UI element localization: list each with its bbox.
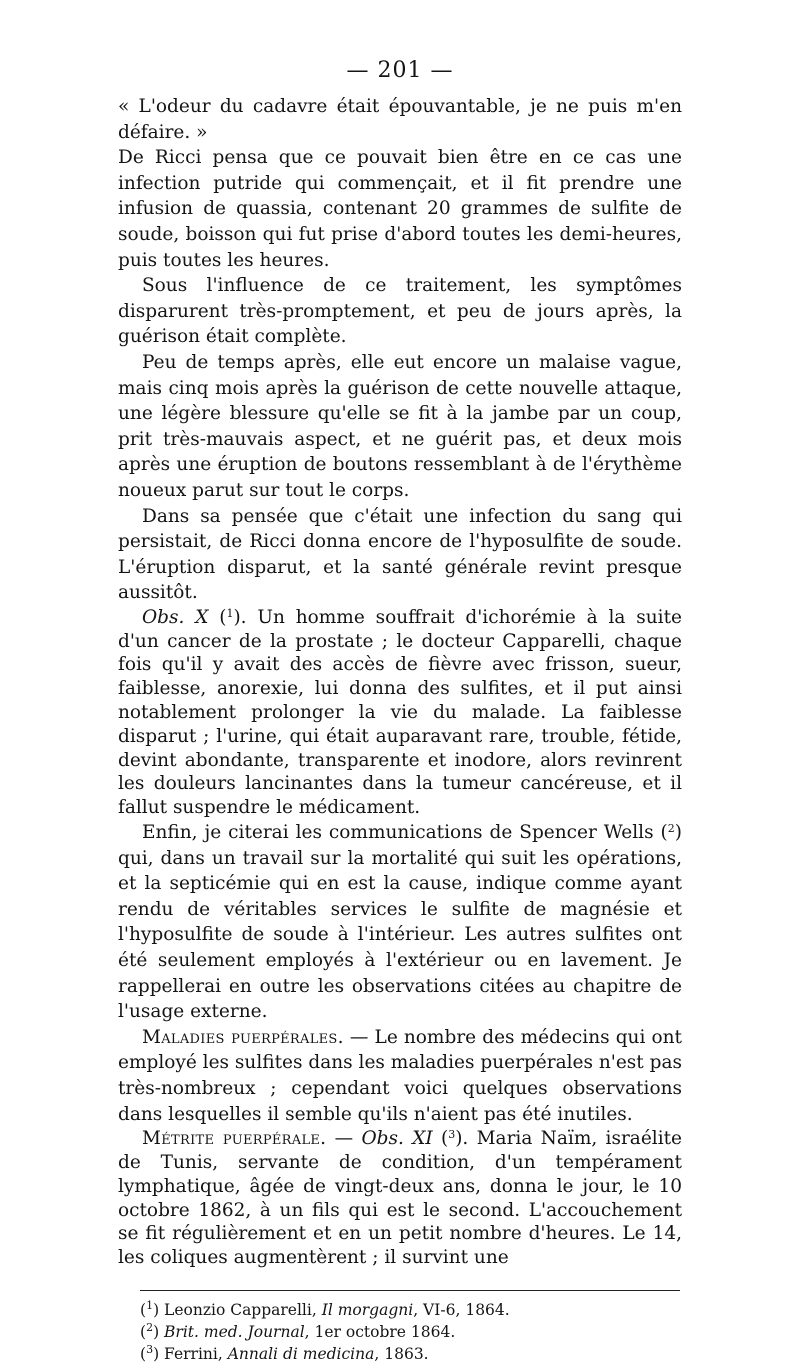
footnote-ref-1: 1 <box>226 606 234 620</box>
paragraph-recovery: Sous l'influence de ce traitement, les symptômes disparurent très-promptement, et peu de jours après, la guérison était complète. <box>118 275 682 348</box>
book-page <box>118 56 682 1365</box>
footnote-3-post: , 1863. <box>374 1344 429 1363</box>
paragraph-ricci-treatment: De Ricci pensa que ce pouvait bien être en ce cas une infection putride qui commençait, et il fit prendre une infusion de quassia, contenant 20 grammes de sulfite de soude, boisson qui fut prise d'abord toutes les demi-heures, puis toutes les heures. <box>118 147 682 271</box>
obs-xi-label: Obs. XI <box>361 1128 433 1150</box>
body-text <box>118 94 682 1270</box>
footnote-2-post: , 1er octobre 1864. <box>304 1322 456 1341</box>
paragraph-maladies-puerperales <box>118 1025 682 1127</box>
footnote-ref-2: 2 <box>667 822 675 836</box>
footnote-2: ($^2$) Brit. med. Journal, 1er octobre 1864. <box>140 1320 456 1341</box>
footnote-marker-1: 1 <box>146 1298 154 1312</box>
footnote-rule <box>140 1290 680 1291</box>
footnote-marker-2: 2 <box>146 1320 154 1334</box>
paragraph-spencer-wells <box>118 820 682 1025</box>
paragraph-hyposulfite: Dans sa pensée que c'était une infection du sang qui persistait, de Ricci donna encore de l'hyposulfite de soude. L'éruption disparut, et la santé générale revint presque aussitôt. <box>118 505 682 604</box>
footnotes <box>140 1299 682 1365</box>
page-number: — 201 — <box>346 58 454 83</box>
metrite-dash: — <box>326 1128 362 1150</box>
footnote-1-pre: Leonzio Capparelli, <box>164 1300 322 1319</box>
metrite-text: . Maria Naïm, israélite de Tunis, servante de condition, d'un tempérament lymphatique, âgée de vingt-deux ans, donna le jour, le 10 octobre 1862, à un fils qui est le second. L'accouchement se fit régulièrement et en un petit nombre d'heures. Le 14, les coliques augmentèrent ; il survint une <box>118 1128 682 1269</box>
footnote-marker-3: 3 <box>146 1342 154 1356</box>
paragraph-quote: « L'odeur du cadavre était épouvantable, je ne puis m'en défaire. » <box>118 96 682 143</box>
paragraph-relapse: Peu de temps après, elle eut encore un malaise vague, mais cinq mois après la guérison de cette nouvelle attaque, une légère blessure qu'elle se fit à la jambe par un coup, prit très-mauvais aspect, et ne guérit pas, et deux mois après une éruption de boutons ressemblant à de l'érythème noueux parut sur tout le corps. <box>118 351 682 501</box>
footnote-2-title: Brit. med. Journal <box>164 1322 305 1341</box>
obs-x-text: . Un homme souffrait d'ichorémie à la suite d'un cancer de la prostate ; le docteur Capparelli, chaque fois qu'il y avait des accès de fièvre avec frisson, sueur, faiblesse, anorexie, lui donna des sulfites, et il put ainsi notablement prolonger la vie du malade. La faiblesse disparut ; l'urine, qui était auparavant rare, trouble, fétide, devint abondante, transparente et inodore, alors revinrent les douleurs lancinantes dans la tumeur cancéreuse, et il fallut suspendre le médicament. <box>118 606 682 819</box>
section-heading-metrite: Métrite puerpérale. <box>142 1128 327 1150</box>
footnote-1-post: , VI-6, 1864. <box>413 1300 510 1319</box>
footnote-ref-3: 3 <box>448 1128 456 1142</box>
footnote-1-title: Il morgagni <box>321 1300 414 1319</box>
footnote-1: ($^1$) Leonzio Capparelli, Il morgagni, VI-6, 1864. <box>140 1298 510 1319</box>
obs-x-label: Obs. X <box>142 606 209 628</box>
spencer-text-after: ) qui, dans un travail sur la mortalité qui suit les opérations, et la septicémie qui en est la cause, indique comme ayant rendu de véritables services le sulfite de magnésie et l'hyposulfite de soude à l'intérieur. Les autres sulfites ont été seulement employés à l'extérieur ou en lavement. Je rappellerai en outre les observations citées au chapitre de l'usage externe. <box>118 822 682 1023</box>
footnote-3-pre: Ferrini, <box>164 1344 228 1363</box>
maladies-text: — Le nombre des médecins qui ont employé les sulfites dans les maladies puerpérales n'est pas très-nombreux ; cependant voici quelques observations dans lesquelles il semble qu'ils n'aient pas été inutiles. <box>118 1026 682 1125</box>
paragraph-obs-x: Obs. X ($^1$). Un homme souffrait d'ichorémie à la suite d'un cancer de la prostate ; le docteur Capparelli, chaque fois qu'il y avait des accès de fièvre avec frisson, sueur, faiblesse, anorexie, lui donna des sulfites, et il put ainsi notablement prolonger la vie du malade. La faiblesse disparut ; l'urine, qui était auparavant rare, trouble, fétide, devint abondante, transparente et inodore, alors revinrent les douleurs lancinantes dans la tumeur cancéreuse, et il fallut suspendre le médicament. <box>118 606 682 819</box>
footnote-3: ($^3$) Ferrini, Annali di medicina, 1863. <box>140 1342 429 1363</box>
paragraph-metrite-puerperale: Métrite puerpérale. — Obs. XI ($^3$). Maria Naïm, israélite de Tunis, servante de condition, d'un tempérament lymphatique, âgée de vingt-deux ans, donna le jour, le 10 octobre 1862, à un fils qui est le second. L'accouchement se fit régulièrement et en un petit nombre d'heures. Le 14, les coliques augmentèrent ; il survint une <box>118 1128 682 1269</box>
spencer-text-before: Enfin, je citerai les communications de Spencer Wells ( <box>142 822 668 844</box>
footnote-3-title: Annali di medicina <box>227 1344 375 1363</box>
section-heading-maladies: Maladies puerpérales. <box>142 1026 344 1048</box>
